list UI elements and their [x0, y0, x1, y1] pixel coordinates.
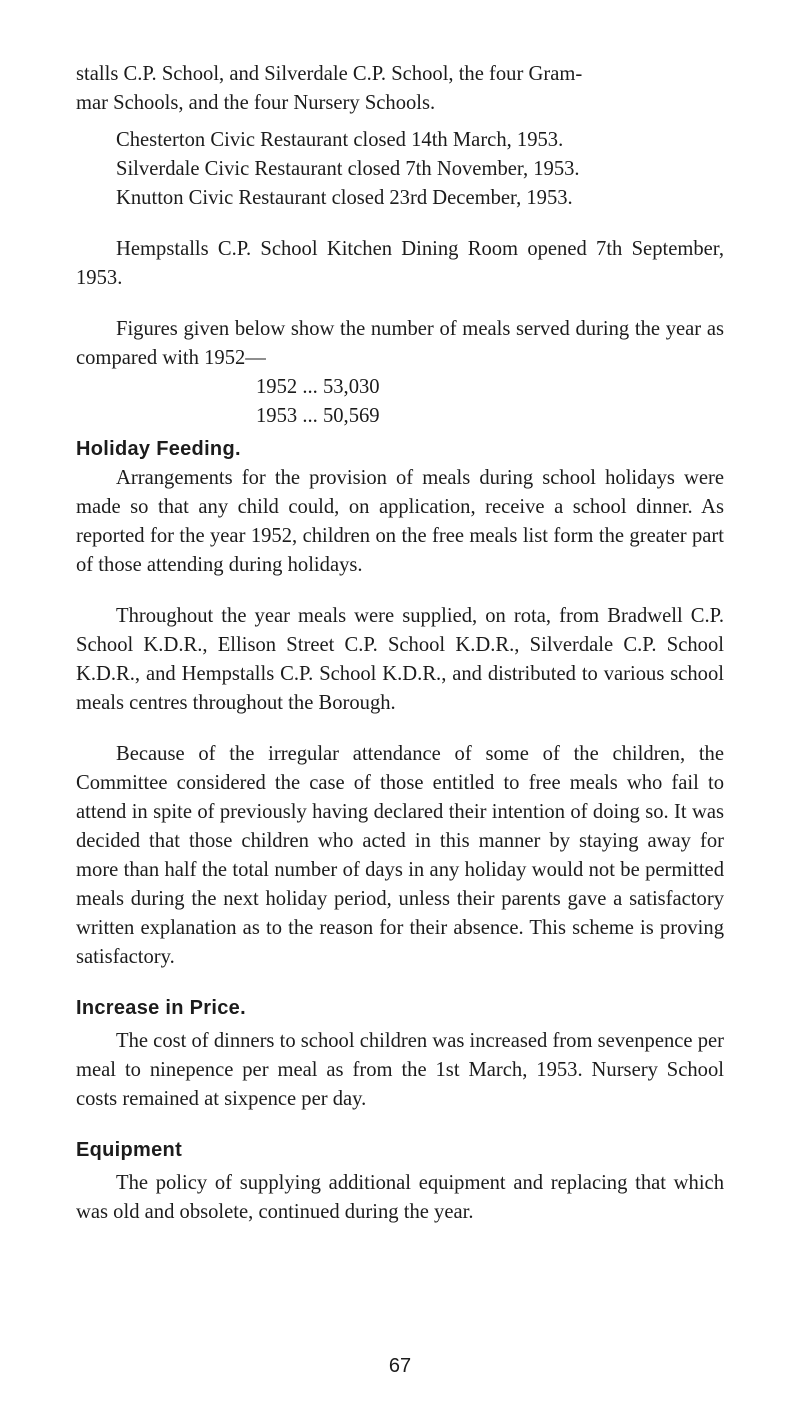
meals-leader: ...	[302, 376, 318, 398]
holiday-feeding-paragraph-2: Throughout the year meals were supplied, on rota, from Bradwell C.P. School K.D.R., Ellison Street C.P. School K.D.R., Silverdale C.P. School K.D.R., and Hempstalls C.P. School K.D.R., and distributed to various school meals centres throughout the Borough.	[76, 605, 724, 714]
increase-in-price-heading: Increase in Price.	[76, 997, 246, 1019]
holiday-feeding-heading: Holiday Feeding.	[76, 438, 241, 460]
meals-count: 50,569	[322, 405, 380, 427]
page-number: 67	[388, 1355, 412, 1377]
increase-in-price-paragraph: The cost of dinners to school children was increased from sevenpence per meal to ninepence per meal as from the 1st March, 1953. Nursery School costs remained at sixpence per day.	[76, 1030, 724, 1110]
closure-list	[76, 126, 724, 213]
equipment-heading: Equipment	[76, 1139, 183, 1161]
meals-leader: ...	[302, 405, 318, 427]
holiday-feeding-paragraph-1: Arrangements for the provision of meals during school holidays were made so that any child could, on application, receive a school dinner. As reported for the year 1952, children on the free meals list form the greater part of those attending during holidays.	[76, 467, 724, 576]
intro-line-2: mar Schools, and the four Nursery Schools.	[76, 92, 436, 114]
meals-year: 1952	[256, 376, 298, 398]
intro-paragraph	[76, 60, 724, 118]
document-page	[76, 60, 724, 1227]
closure-knutton: Knutton Civic Restaurant closed 23rd December, 1953.	[116, 187, 573, 209]
meals-year: 1953	[256, 405, 298, 427]
intro-line-1: stalls C.P. School, and Silverdale C.P. School, the four Gram-	[76, 63, 583, 85]
meals-row-1953	[256, 402, 724, 431]
hempstalls-opened-paragraph: Hempstalls C.P. School Kitchen Dining Room opened 7th September, 1953.	[76, 238, 724, 289]
meals-intro-paragraph: Figures given below show the number of meals served during the year as compared with 1952—	[76, 318, 724, 369]
meals-row-1952	[256, 373, 724, 402]
closure-chesterton: Chesterton Civic Restaurant closed 14th March, 1953.	[116, 129, 564, 151]
equipment-paragraph: The policy of supplying additional equipment and replacing that which was old and obsolete, continued during the year.	[76, 1172, 724, 1223]
closure-silverdale: Silverdale Civic Restaurant closed 7th November, 1953.	[116, 158, 580, 180]
meals-served-table	[256, 373, 724, 431]
holiday-feeding-paragraph-3: Because of the irregular attendance of some of the children, the Committee considered the case of those entitled to free meals who fail to attend in spite of previously having declared their intention of doing so. It was decided that those children who acted in this manner by staying away for more than half the total number of days in any holiday would not be permitted meals during the next holiday period, unless their parents gave a satisfactory written explanation as to the reason for their absence. This scheme is proving satisfactory.	[76, 743, 724, 968]
meals-count: 53,030	[322, 376, 380, 398]
